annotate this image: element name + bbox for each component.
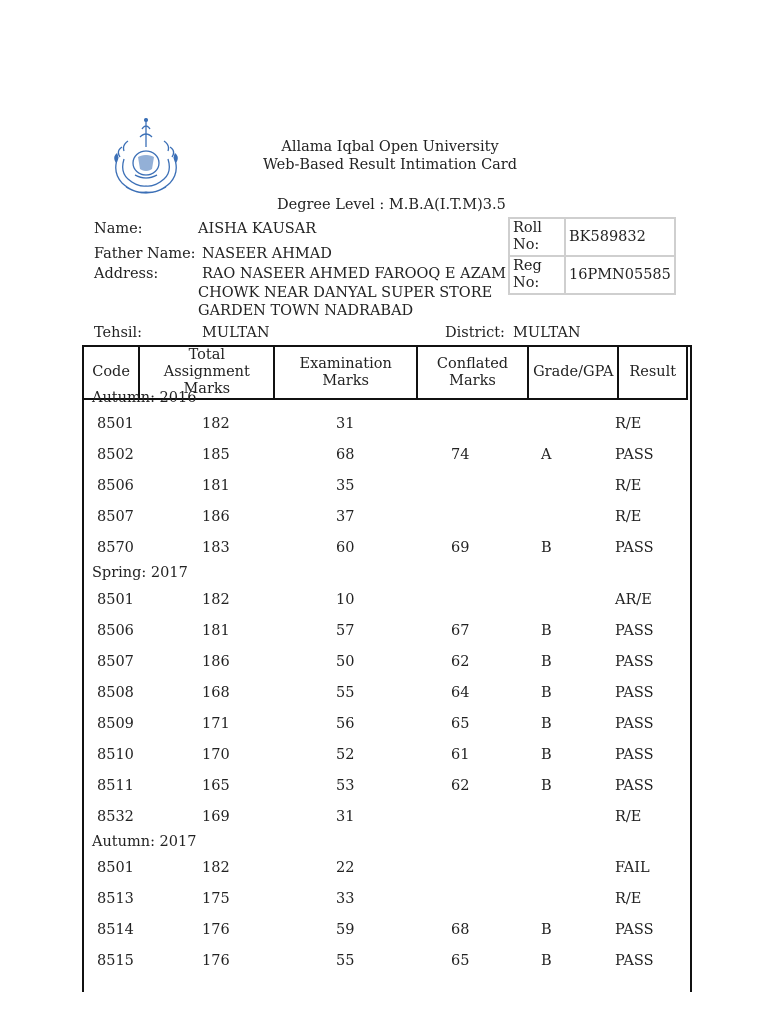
address-label: Address: bbox=[94, 266, 159, 282]
address-line-3: GARDEN TOWN NADRABAD bbox=[198, 303, 414, 319]
cell-code: 8501 bbox=[97, 860, 134, 876]
cell-grade: B bbox=[541, 716, 552, 732]
cell-grade: A bbox=[541, 447, 552, 463]
cell-assignment-marks: 168 bbox=[202, 685, 230, 701]
col-code: Code bbox=[83, 346, 139, 399]
cell-grade: B bbox=[541, 685, 552, 701]
col-conflated-marks: Conflated Marks bbox=[417, 346, 528, 399]
address-line-2: CHOWK NEAR DANYAL SUPER STORE bbox=[198, 285, 493, 301]
cell-code: 8506 bbox=[97, 478, 134, 494]
cell-code: 8507 bbox=[97, 654, 134, 670]
cell-code: 8502 bbox=[97, 447, 134, 463]
cell-examination-marks: 57 bbox=[336, 623, 355, 639]
cell-examination-marks: 56 bbox=[336, 716, 355, 732]
id-table bbox=[508, 217, 676, 295]
cell-code: 8508 bbox=[97, 685, 134, 701]
cell-assignment-marks: 169 bbox=[202, 809, 230, 825]
semester-title: Autumn: 2016 bbox=[92, 390, 197, 406]
cell-examination-marks: 37 bbox=[336, 509, 355, 525]
cell-grade: B bbox=[541, 953, 552, 969]
tehsil-value: MULTAN bbox=[202, 325, 270, 341]
cell-code: 8507 bbox=[97, 509, 134, 525]
cell-grade: B bbox=[541, 778, 552, 794]
cell-conflated-marks: 62 bbox=[451, 778, 470, 794]
cell-conflated-marks: 61 bbox=[451, 747, 470, 763]
cell-result: R/E bbox=[615, 416, 642, 432]
cell-examination-marks: 31 bbox=[336, 809, 355, 825]
address-line-1: RAO NASEER AHMED FAROOQ E AZAM bbox=[202, 266, 506, 282]
cell-assignment-marks: 182 bbox=[202, 592, 230, 608]
cell-examination-marks: 52 bbox=[336, 747, 355, 763]
cell-code: 8514 bbox=[97, 922, 134, 938]
cell-examination-marks: 55 bbox=[336, 953, 355, 969]
father-name: NASEER AHMAD bbox=[202, 246, 332, 262]
district-label: District: bbox=[445, 325, 505, 341]
roll-no-value: BK589832 bbox=[565, 218, 675, 256]
student-name: AISHA KAUSAR bbox=[198, 221, 317, 237]
cell-assignment-marks: 175 bbox=[202, 891, 230, 907]
cell-assignment-marks: 182 bbox=[202, 416, 230, 432]
cell-assignment-marks: 181 bbox=[202, 478, 230, 494]
semester-title: Autumn: 2017 bbox=[92, 834, 197, 850]
cell-result: AR/E bbox=[615, 592, 652, 608]
cell-result: PASS bbox=[615, 447, 654, 463]
cell-conflated-marks: 65 bbox=[451, 953, 470, 969]
cell-result: PASS bbox=[615, 716, 654, 732]
cell-result: PASS bbox=[615, 654, 654, 670]
cell-assignment-marks: 170 bbox=[202, 747, 230, 763]
cell-examination-marks: 60 bbox=[336, 540, 355, 556]
cell-code: 8501 bbox=[97, 592, 134, 608]
cell-grade: B bbox=[541, 540, 552, 556]
cell-result: PASS bbox=[615, 540, 654, 556]
cell-conflated-marks: 74 bbox=[451, 447, 470, 463]
semester-title: Spring: 2017 bbox=[92, 565, 188, 581]
cell-result: R/E bbox=[615, 809, 642, 825]
district-value: MULTAN bbox=[513, 325, 581, 341]
cell-result: R/E bbox=[615, 478, 642, 494]
cell-conflated-marks: 64 bbox=[451, 685, 470, 701]
cell-code: 8570 bbox=[97, 540, 134, 556]
university-logo-icon bbox=[108, 117, 184, 195]
col-assignment-marks: Total Assignment Marks bbox=[139, 346, 274, 399]
cell-assignment-marks: 171 bbox=[202, 716, 230, 732]
reg-no-label: Reg No: bbox=[509, 256, 565, 294]
cell-assignment-marks: 185 bbox=[202, 447, 230, 463]
cell-grade: B bbox=[541, 922, 552, 938]
cell-code: 8510 bbox=[97, 747, 134, 763]
cell-assignment-marks: 165 bbox=[202, 778, 230, 794]
cell-result: PASS bbox=[615, 953, 654, 969]
degree-level: Degree Level : M.B.A(I.T.M)3.5 bbox=[277, 197, 506, 213]
cell-examination-marks: 35 bbox=[336, 478, 355, 494]
cell-assignment-marks: 176 bbox=[202, 922, 230, 938]
cell-result: PASS bbox=[615, 623, 654, 639]
cell-code: 8532 bbox=[97, 809, 134, 825]
cell-assignment-marks: 183 bbox=[202, 540, 230, 556]
cell-assignment-marks: 186 bbox=[202, 509, 230, 525]
cell-grade: B bbox=[541, 747, 552, 763]
cell-assignment-marks: 182 bbox=[202, 860, 230, 876]
cell-assignment-marks: 176 bbox=[202, 953, 230, 969]
cell-conflated-marks: 69 bbox=[451, 540, 470, 556]
cell-conflated-marks: 62 bbox=[451, 654, 470, 670]
cell-conflated-marks: 68 bbox=[451, 922, 470, 938]
cell-code: 8513 bbox=[97, 891, 134, 907]
cell-examination-marks: 33 bbox=[336, 891, 355, 907]
cell-result: PASS bbox=[615, 685, 654, 701]
cell-examination-marks: 22 bbox=[336, 860, 355, 876]
cell-result: R/E bbox=[615, 891, 642, 907]
col-examination-marks: Examination Marks bbox=[274, 346, 416, 399]
cell-result: PASS bbox=[615, 747, 654, 763]
cell-grade: B bbox=[541, 654, 552, 670]
university-name: Allama Iqbal Open University bbox=[281, 139, 499, 155]
cell-examination-marks: 68 bbox=[336, 447, 355, 463]
cell-examination-marks: 31 bbox=[336, 416, 355, 432]
cell-code: 8501 bbox=[97, 416, 134, 432]
cell-conflated-marks: 67 bbox=[451, 623, 470, 639]
name-label: Name: bbox=[94, 221, 143, 237]
cell-examination-marks: 50 bbox=[336, 654, 355, 670]
father-name-label: Father Name: bbox=[94, 246, 196, 262]
reg-no-value: 16PMN05585 bbox=[565, 256, 675, 294]
cell-grade: B bbox=[541, 623, 552, 639]
cell-code: 8511 bbox=[97, 778, 134, 794]
tehsil-label: Tehsil: bbox=[94, 325, 143, 341]
cell-assignment-marks: 186 bbox=[202, 654, 230, 670]
cell-conflated-marks: 65 bbox=[451, 716, 470, 732]
col-grade-gpa: Grade/GPA bbox=[528, 346, 618, 399]
cell-result: PASS bbox=[615, 922, 654, 938]
col-result: Result bbox=[618, 346, 687, 399]
cell-result: PASS bbox=[615, 778, 654, 794]
cell-code: 8515 bbox=[97, 953, 134, 969]
cell-examination-marks: 53 bbox=[336, 778, 355, 794]
cell-result: R/E bbox=[615, 509, 642, 525]
cell-code: 8509 bbox=[97, 716, 134, 732]
cell-examination-marks: 10 bbox=[336, 592, 355, 608]
roll-no-label: Roll No: bbox=[509, 218, 565, 256]
cell-examination-marks: 59 bbox=[336, 922, 355, 938]
cell-code: 8506 bbox=[97, 623, 134, 639]
cell-result: FAIL bbox=[615, 860, 650, 876]
card-title: Web-Based Result Intimation Card bbox=[262, 157, 518, 173]
cell-assignment-marks: 181 bbox=[202, 623, 230, 639]
cell-examination-marks: 55 bbox=[336, 685, 355, 701]
results-table-frame bbox=[82, 345, 692, 992]
